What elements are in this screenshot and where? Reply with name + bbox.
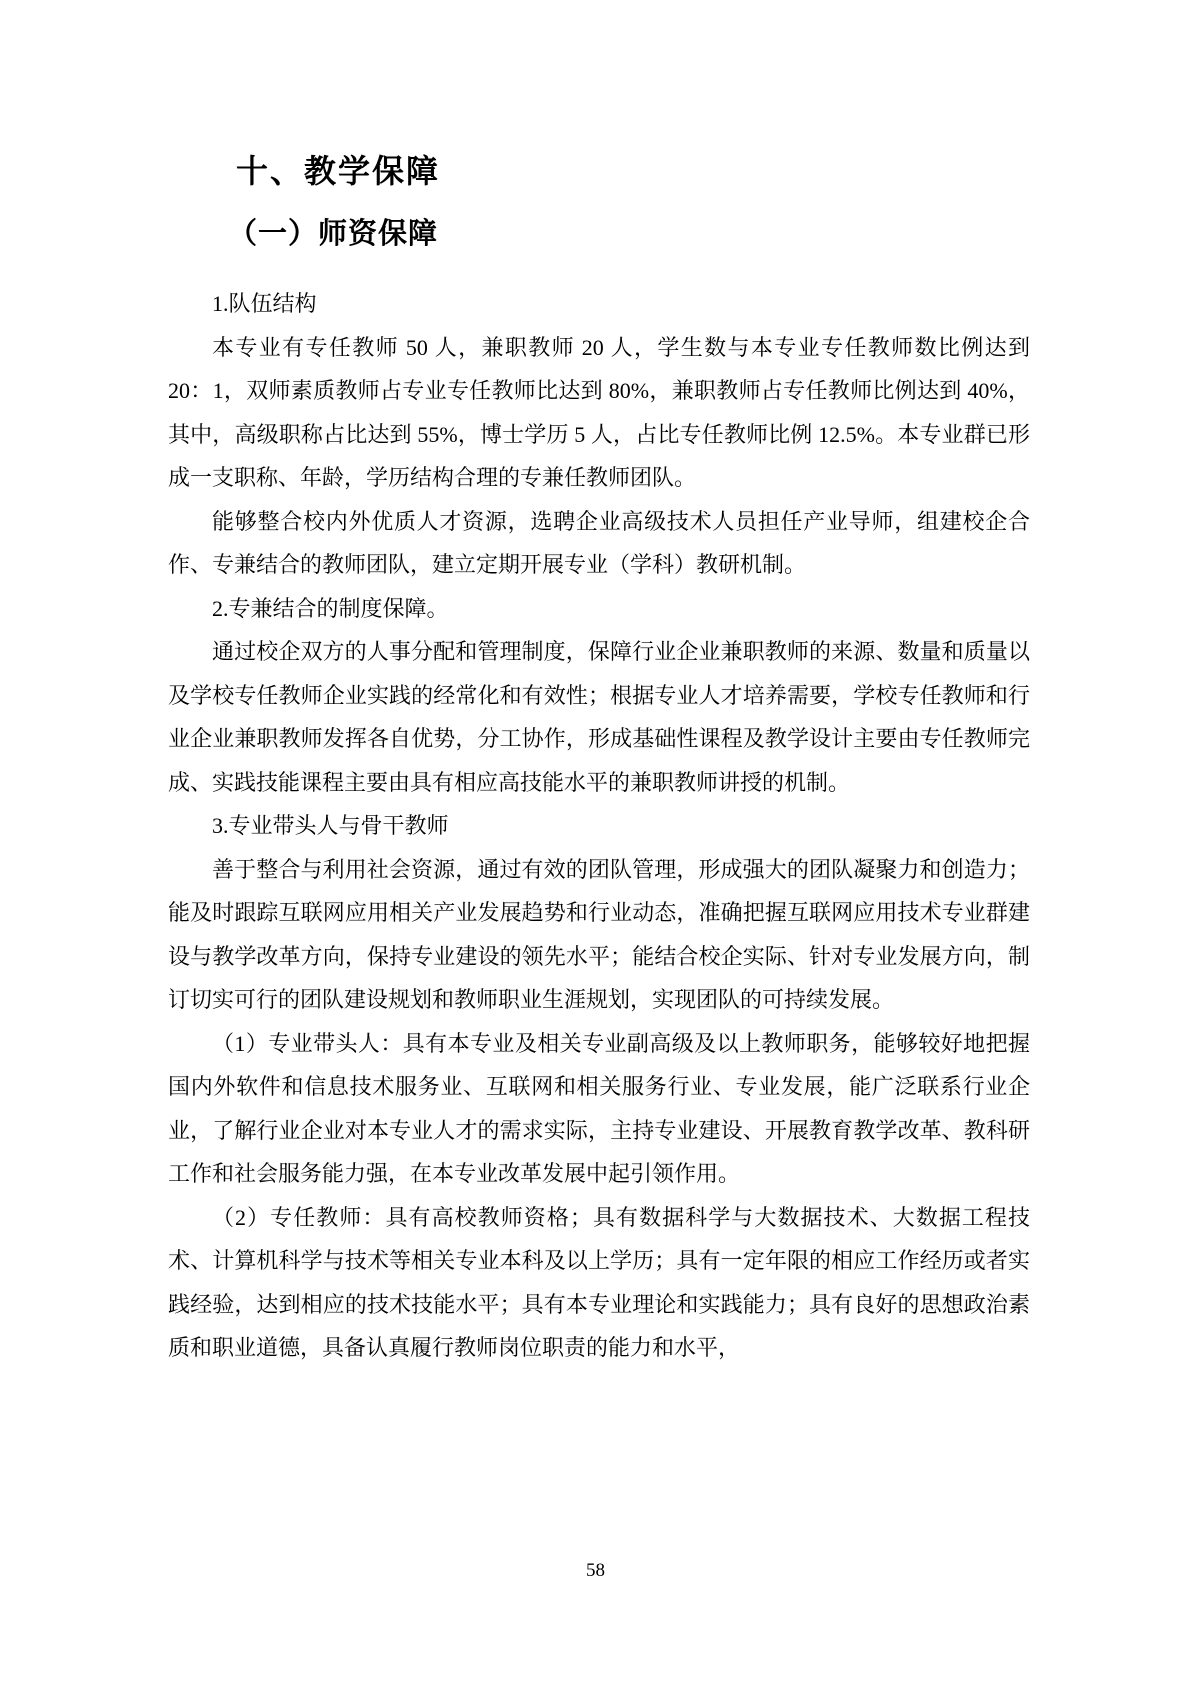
body-text-block [168, 282, 1030, 1370]
paragraph-fulltime-teacher: （2）专任教师：具有高校教师资格；具有数据科学与大数据技术、大数据工程技术、计算机科学与技术等相关专业本科及以上学历；具有一定年限的相应工作经历或者实践经验，达到相应的技术技能水平；具有本专业理论和实践能力；具有良好的思想政治素质和职业道德，具备认真履行教师岗位职责的能力和水平， [168, 1204, 1030, 1360]
list-heading-leaders-backbone-teachers: 3.专业带头人与骨干教师 [212, 813, 449, 838]
paragraph-team-structure: 本专业有专任教师 50 人，兼职教师 20 人，学生数与本专业专任教师数比例达到 20：1，双师素质教师占专业专任教师比达到 80%，兼职教师占专任教师比例达到 40%，其中，高级职称占比达到 55%，博士学历 5 人，占比专任教师比例 12.5%。本专业群已形成一支职称、年龄，学历结构合理的专兼任教师团队。 [168, 334, 1030, 490]
paragraph-system-guarantee: 通过校企双方的人事分配和管理制度，保障行业企业兼职教师的来源、数量和质量以及学校专任教师企业实践的经常化和有效性；根据专业人才培养需要，学校专任教师和行业企业兼职教师发挥各自优势，分工协作，形成基础性课程及教学设计主要由专任教师完成、实践技能课程主要由具有相应高技能水平的兼职教师讲授的机制。 [168, 639, 1030, 795]
paragraph-leaders-overview: 善于整合与利用社会资源，通过有效的团队管理，形成强大的团队凝聚力和创造力；能及时跟踪互联网应用相关产业发展趋势和行业动态，准确把握互联网应用技术专业群建设与教学改革方向，保持专业建设的领先水平；能结合校企实际、针对专业发展方向，制订切实可行的团队建设规划和教师职业生涯规划，实现团队的可持续发展。 [168, 856, 1030, 1012]
section-title: 十、教学保障 [236, 153, 441, 189]
list-heading-team-structure: 1.队伍结构 [212, 291, 317, 316]
list-heading-system-guarantee: 2.专兼结合的制度保障。 [212, 595, 449, 621]
subsection-title: （一）师资保障 [228, 218, 439, 250]
page-number: 58 [586, 1560, 605, 1581]
paragraph-talent-integration: 能够整合校内外优质人才资源，选聘企业高级技术人员担任产业导师，组建校企合作、专兼结合的教师团队，建立定期开展专业（学科）教研机制。 [168, 508, 1030, 577]
paragraph-professional-leader: （1）专业带头人：具有本专业及相关专业副高级及以上教师职务，能够较好地把握国内外软件和信息技术服务业、互联网和相关服务行业、专业发展，能广泛联系行业企业，了解行业企业对本专业人才的需求实际，主持专业建设、开展教育教学改革、教科研工作和社会服务能力强，在本专业改革发展中起引领作用。 [168, 1030, 1030, 1186]
